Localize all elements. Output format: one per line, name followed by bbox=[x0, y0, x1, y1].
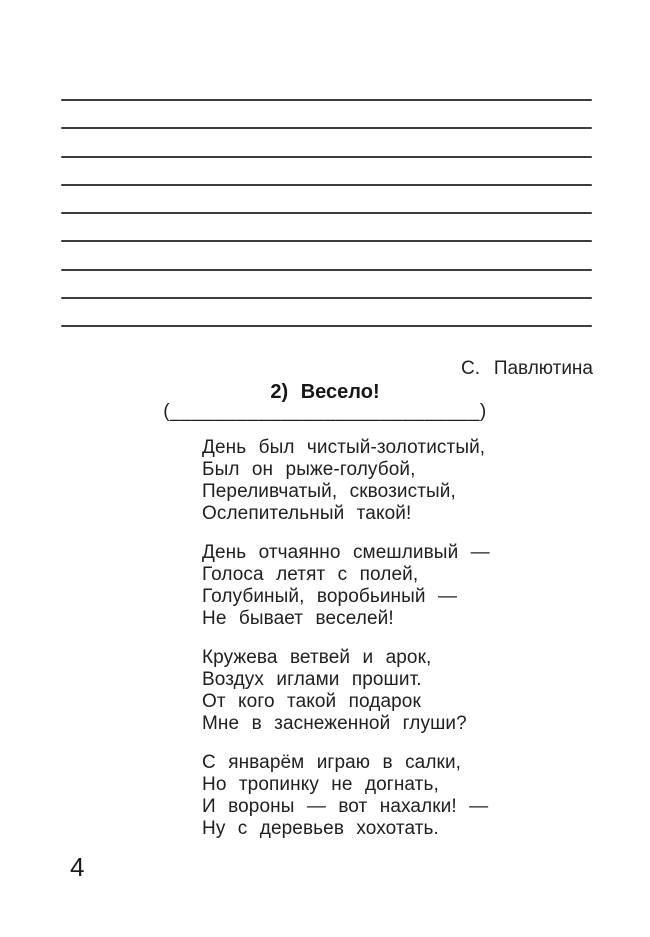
poem-line: Не бывает веселей! bbox=[202, 608, 394, 629]
poem-line: Был он рыже-голубой, bbox=[202, 459, 416, 480]
ruled-line bbox=[61, 184, 592, 186]
stanza-4 bbox=[202, 752, 532, 840]
poem-line: Переливчатый, сквозистый, bbox=[202, 481, 456, 502]
poem-text bbox=[202, 437, 532, 840]
stanza-3 bbox=[202, 647, 532, 735]
stanza-2 bbox=[202, 542, 532, 630]
poem-line: Голубиный, воробьиный — bbox=[202, 586, 458, 607]
ruled-line bbox=[61, 325, 592, 327]
poem-line: Ослепительный такой! bbox=[202, 503, 412, 524]
poem-line: Ну с деревьев хохотать. bbox=[202, 818, 439, 839]
poem-line: Голоса летят с полей, bbox=[202, 564, 419, 585]
poem-line: День отчаянно смешливый — bbox=[202, 542, 490, 563]
poem-line: Воздух иглами прошит. bbox=[202, 669, 422, 690]
writing-lines-block bbox=[61, 99, 592, 327]
ruled-line bbox=[61, 156, 592, 158]
stanza-1 bbox=[202, 437, 532, 525]
title-blank-line: (____________________________) bbox=[163, 401, 487, 422]
poem-line: Мне в заснеженной глуши? bbox=[202, 713, 467, 734]
ruled-line bbox=[61, 127, 592, 129]
poem-line: С январём играю в салки, bbox=[202, 752, 462, 773]
poem-line: Но тропинку не догнать, bbox=[202, 774, 439, 795]
author-name: С. Павлютина bbox=[460, 358, 593, 379]
poem-line: От кого такой подарок bbox=[202, 691, 421, 712]
page-number: 4 bbox=[70, 852, 85, 882]
poem-line: И вороны — вот нахалки! — bbox=[202, 796, 489, 817]
poem-title: 2) Весело! bbox=[270, 381, 380, 403]
ruled-line bbox=[61, 212, 592, 214]
ruled-line bbox=[61, 99, 592, 101]
ruled-line bbox=[61, 240, 592, 242]
poem-line: День был чистый-золотистый, bbox=[202, 437, 486, 458]
poem-line: Кружева ветвей и арок, bbox=[202, 647, 432, 668]
ruled-line bbox=[61, 269, 592, 271]
ruled-line bbox=[61, 297, 592, 299]
